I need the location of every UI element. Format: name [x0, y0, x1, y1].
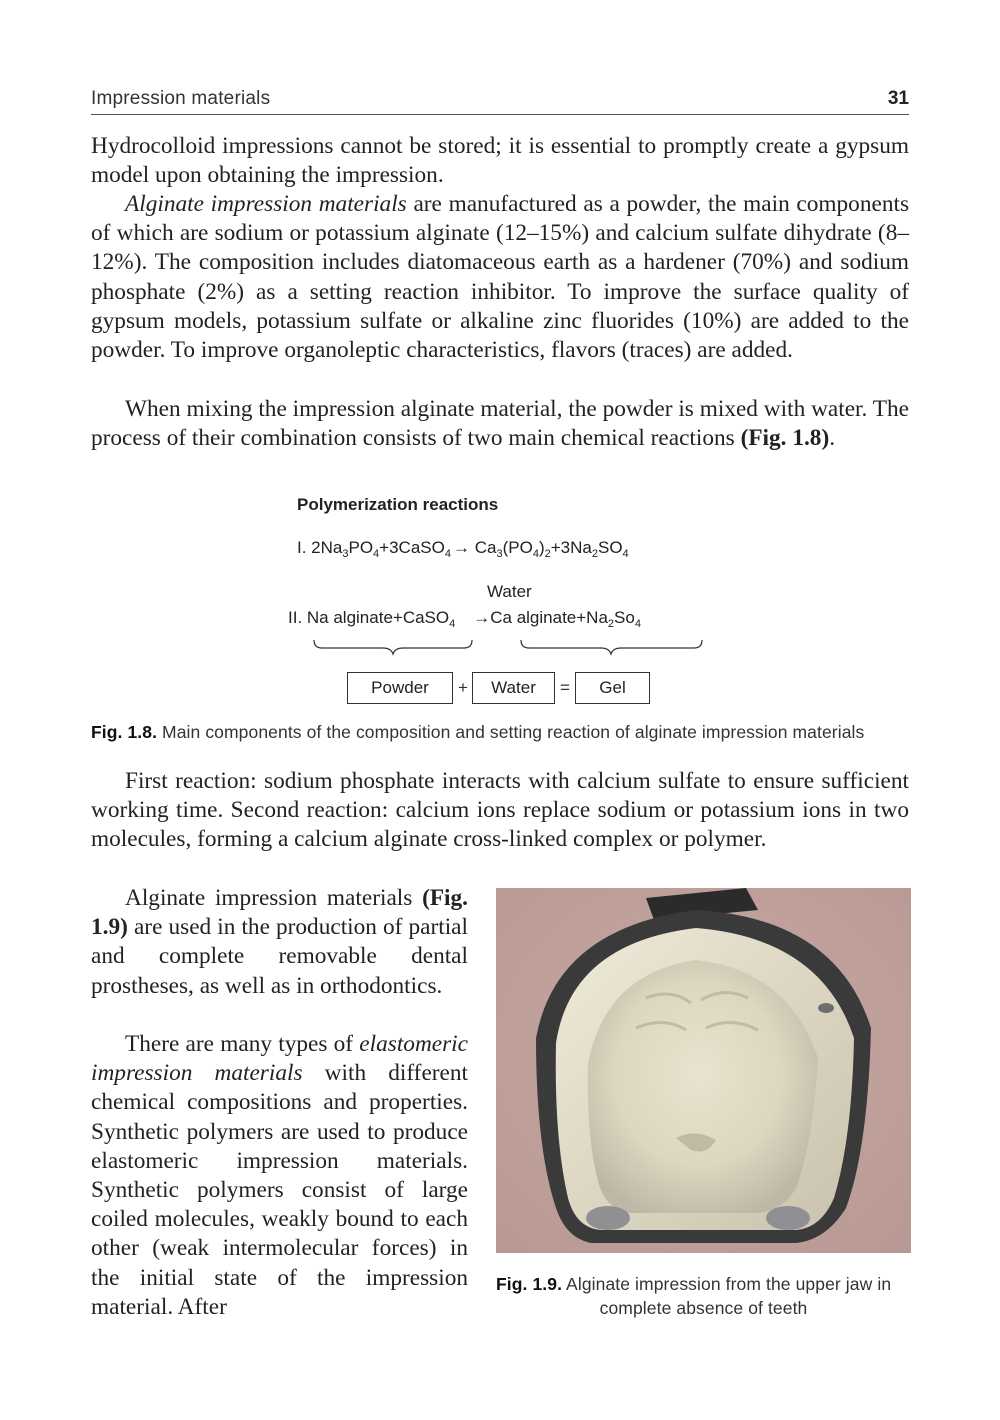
figure-1-9-caption-line-1 — [496, 1274, 891, 1295]
reaction-arrow: → — [473, 608, 491, 627]
paragraph-start: Alginate impression materials — [125, 885, 423, 911]
left-brace — [314, 640, 472, 654]
gel-box: Gel — [575, 672, 650, 704]
paragraph-text — [91, 395, 909, 453]
figure-reference: (Fig. 1.9) — [91, 885, 468, 941]
paragraph-body: When mixing the impression alginate material, the powder is mixed with water. The process of their combination consists of two main chemical reactions — [91, 396, 909, 452]
right-brace — [521, 640, 702, 654]
powder-box: Powder — [347, 672, 453, 704]
header-divider — [91, 114, 909, 115]
water-label: Water — [487, 582, 532, 601]
figure-1-8-caption — [91, 722, 864, 743]
plus-sign: + — [458, 678, 468, 697]
page-number: 31 — [887, 88, 909, 109]
paragraph-start: There are many types of — [125, 1031, 360, 1057]
paragraph-1 — [91, 132, 909, 190]
running-header-title: Impression materials — [91, 88, 271, 109]
paragraph-text: Hydrocolloid impressions cannot be stored; it is essential to promptly create a gypsum model upon obtaining the impression. — [91, 133, 909, 189]
italic-term: elastomeric impression materials — [91, 1031, 468, 1087]
reaction-1: I. $2Na_3PO_4+3CaSO_4 \to Ca_3(PO_4)_2+3Na_2SO_4$ — [297, 538, 629, 560]
caption-label: Fig. 1.9. — [496, 1274, 563, 1294]
paragraph-text — [91, 1030, 468, 1322]
reaction-arrow: → — [452, 538, 470, 557]
reaction-2: II. Na alginate+CaSO$_4$ →Ca $alginate+Na_2So_4$ — [288, 608, 641, 630]
paragraph-5 — [91, 884, 468, 1001]
paragraph-3 — [91, 395, 909, 453]
caption-text: Alginate impression from the upper jaw in — [562, 1274, 892, 1294]
paragraph-period: . — [829, 425, 836, 452]
paragraph-text: First reaction: sodium phosphate interacts with calcium sulfate to ensure sufficient working time. Second reaction: calcium ions replace sodium or potassium ions in two molecules, forming a calcium alginate cross-linked complex or polymer. — [91, 768, 909, 853]
paragraph-text — [91, 190, 909, 365]
paragraph-6 — [91, 1030, 468, 1322]
impression-illustration — [496, 888, 911, 1253]
paragraph-rest: are used in the production of partial and complete removable dental prostheses, as well as in orthodontics. — [91, 914, 468, 999]
paragraph-rest: are manufactured as a powder, the main components of which are sodium or potassium alginate (12–15%) and calcium sulfate dihydrate (8–12%). The composition includes diatomaceous earth as a hardener (70%) and sodium phosphate (2%) as a setting reaction inhibitor. To improve the surface quality of gypsum models, potassium sulfate or alkaline zinc fluorides (10%) are added to the powder. To improve organoleptic characteristics, flavors (traces) are added. — [91, 191, 910, 364]
caption-label: Fig. 1.8. — [91, 722, 158, 742]
paragraph-text — [91, 884, 468, 1001]
alginate-impression-photo — [496, 888, 911, 1253]
figure-reference: (Fig. 1.8) — [740, 425, 830, 452]
paragraph-2 — [91, 190, 909, 365]
figure-title: Polymerization reactions — [297, 495, 499, 514]
figure-1-9-caption-line-2: complete absence of teeth — [599, 1298, 808, 1318]
italic-term: Alginate impression materials — [125, 191, 407, 217]
paragraph-rest: with different chemical compositions and properties. Synthetic polymers are used to produce elastomeric impression materials. Synthetic polymers consist of large coiled molecules, weakly bound to each other (weak intermolecular forces) in the initial state of the impression material. After — [91, 1060, 469, 1320]
equals-sign: = — [560, 678, 570, 697]
caption-text: Main components of the composition and setting reaction of alginate impression materials — [157, 722, 865, 742]
water-box: Water — [472, 672, 555, 704]
paragraph-4 — [91, 767, 909, 855]
